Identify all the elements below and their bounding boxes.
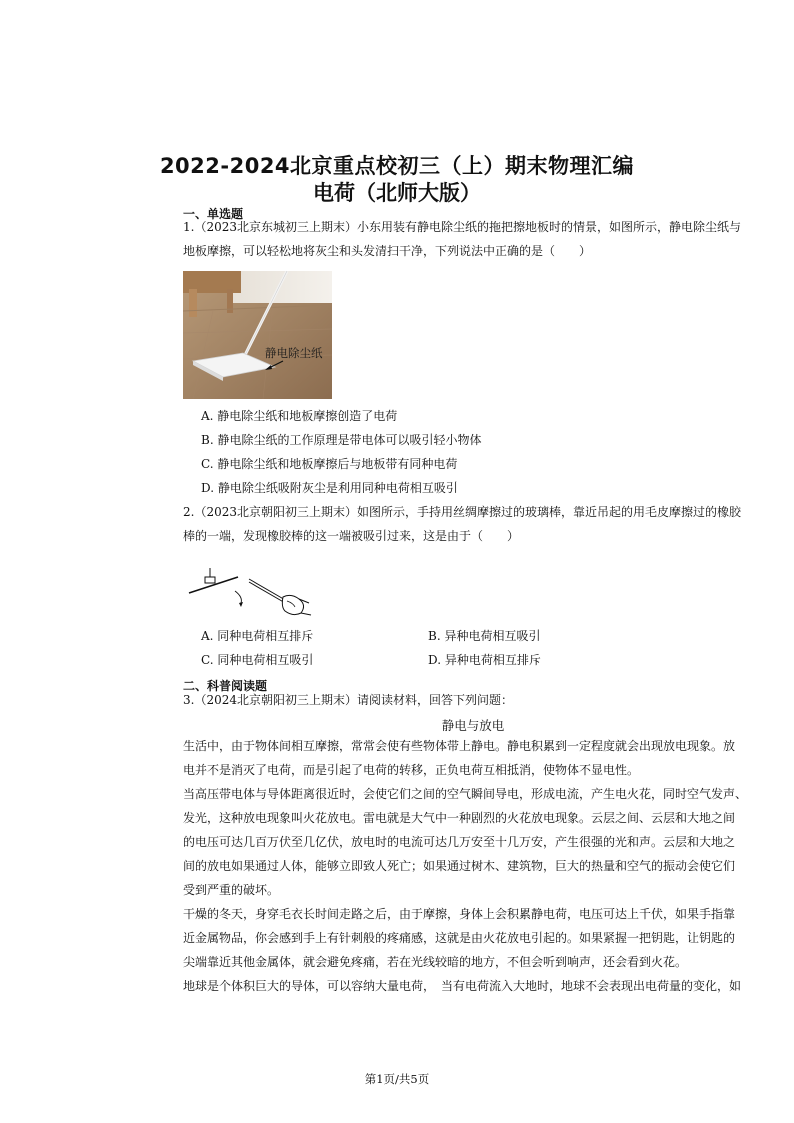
question-1-text: [183, 215, 763, 263]
article-body: [183, 734, 763, 998]
q1-option-b: B. 静电除尘纸的工作原理是带电体可以吸引轻小物体: [201, 433, 482, 447]
q2-option-b: B. 异种电荷相互吸引: [428, 629, 541, 643]
article-title: 静电与放电: [441, 718, 505, 733]
rod-diagram: [183, 563, 313, 623]
section-heading-single-choice: 一、单选题: [183, 207, 244, 221]
page-title: 2022-2024北京重点校初三（上）期末物理汇编: [159, 154, 635, 178]
q2-option-a: A. 同种电荷相互排斥: [201, 629, 314, 643]
q2-option-c: C. 同种电荷相互吸引: [201, 653, 314, 667]
article-line: 受到严重的破坏。: [183, 883, 280, 897]
photo-label: 静电除尘纸: [265, 346, 323, 360]
article-line: 间的放电如果通过人体，能够立即致人死亡；如果通过树木、建筑物，巨大的热量和空气的振动会使它们: [183, 859, 736, 873]
article-line: 的电压可达几百万伏至几亿伏，放电时的电流可达几万安至十几万安，产生很强的光和声。云层和大地之: [183, 835, 736, 849]
article-line: 地球是个体积巨大的导体，可以容纳大量电荷， 当有电荷流入大地时，地球不会表现出电荷量的变化，如: [183, 979, 742, 993]
question-2-text: [183, 500, 763, 548]
article-line: 近金属物品，你会感到手上有针刺般的疼痛感，这就是由火花放电引起的。如果紧握一把钥匙，让钥匙的: [183, 931, 736, 945]
article-line: 生活中，由于物体间相互摩擦，常常会使有些物体带上静电。静电积累到一定程度就会出现放电现象。放: [183, 739, 736, 753]
article-line: 当高压带电体与导体距离很近时，会使它们之间的空气瞬间导电，形成电流，产生电火花，同时空气发声、: [183, 787, 748, 801]
question-2-line: 2.（2023北京朝阳初三上期末）如图所示，手持用丝绸摩擦过的玻璃棒，靠近吊起的用毛皮摩擦过的橡胶: [183, 505, 741, 519]
section-heading-reading: 二、科普阅读题: [183, 679, 268, 693]
question-1-line: 地板摩擦，可以轻松地将灰尘和头发清扫干净，下列说法中正确的是（ ）: [183, 244, 592, 258]
question-3-intro: 3.（2024北京朝阳初三上期末）请阅读材料，回答下列问题：: [183, 693, 513, 707]
q1-option-a: A. 静电除尘纸和地板摩擦创造了电荷: [201, 409, 398, 423]
q1-option-d: D. 静电除尘纸吸附灰尘是利用同种电荷相互吸引: [201, 481, 458, 495]
article-line: 尖端靠近其他金属体，就会避免疼痛，若在光线较暗的地方，不但会听到响声，还会看到火花。: [183, 955, 688, 969]
page-number: 第1页/共5页: [364, 1072, 430, 1086]
q1-option-c: C. 静电除尘纸和地板摩擦后与地板带有同种电荷: [201, 457, 458, 471]
q2-option-d: D. 异种电荷相互排斥: [428, 653, 541, 667]
page-subtitle: 电荷（北师大版）: [313, 181, 481, 205]
article-line: 发光，这种放电现象叫火花放电。雷电就是大气中一种剧烈的火花放电现象。云层之间、云层和大地之间: [183, 811, 736, 825]
mop-illustration: [183, 271, 332, 399]
article-line: 干燥的冬天，身穿毛衣长时间走路之后，由于摩擦，身体上会积累静电荷，电压可达上千伏，如果手指靠: [183, 907, 736, 921]
question-1-line: 1.（2023北京东城初三上期末）小东用装有静电除尘纸的拖把擦地板时的情景，如图所示，静电除尘纸与: [183, 220, 741, 234]
rod-illustration: [183, 563, 313, 623]
question-2-line: 棒的一端，发现橡胶棒的这一端被吸引过来，这是由于（ ）: [183, 529, 520, 543]
article-line: 电并不是消灭了电荷，而是引起了电荷的转移，正负电荷互相抵消，使物体不显电性。: [183, 763, 640, 777]
mop-photo: [183, 271, 332, 399]
